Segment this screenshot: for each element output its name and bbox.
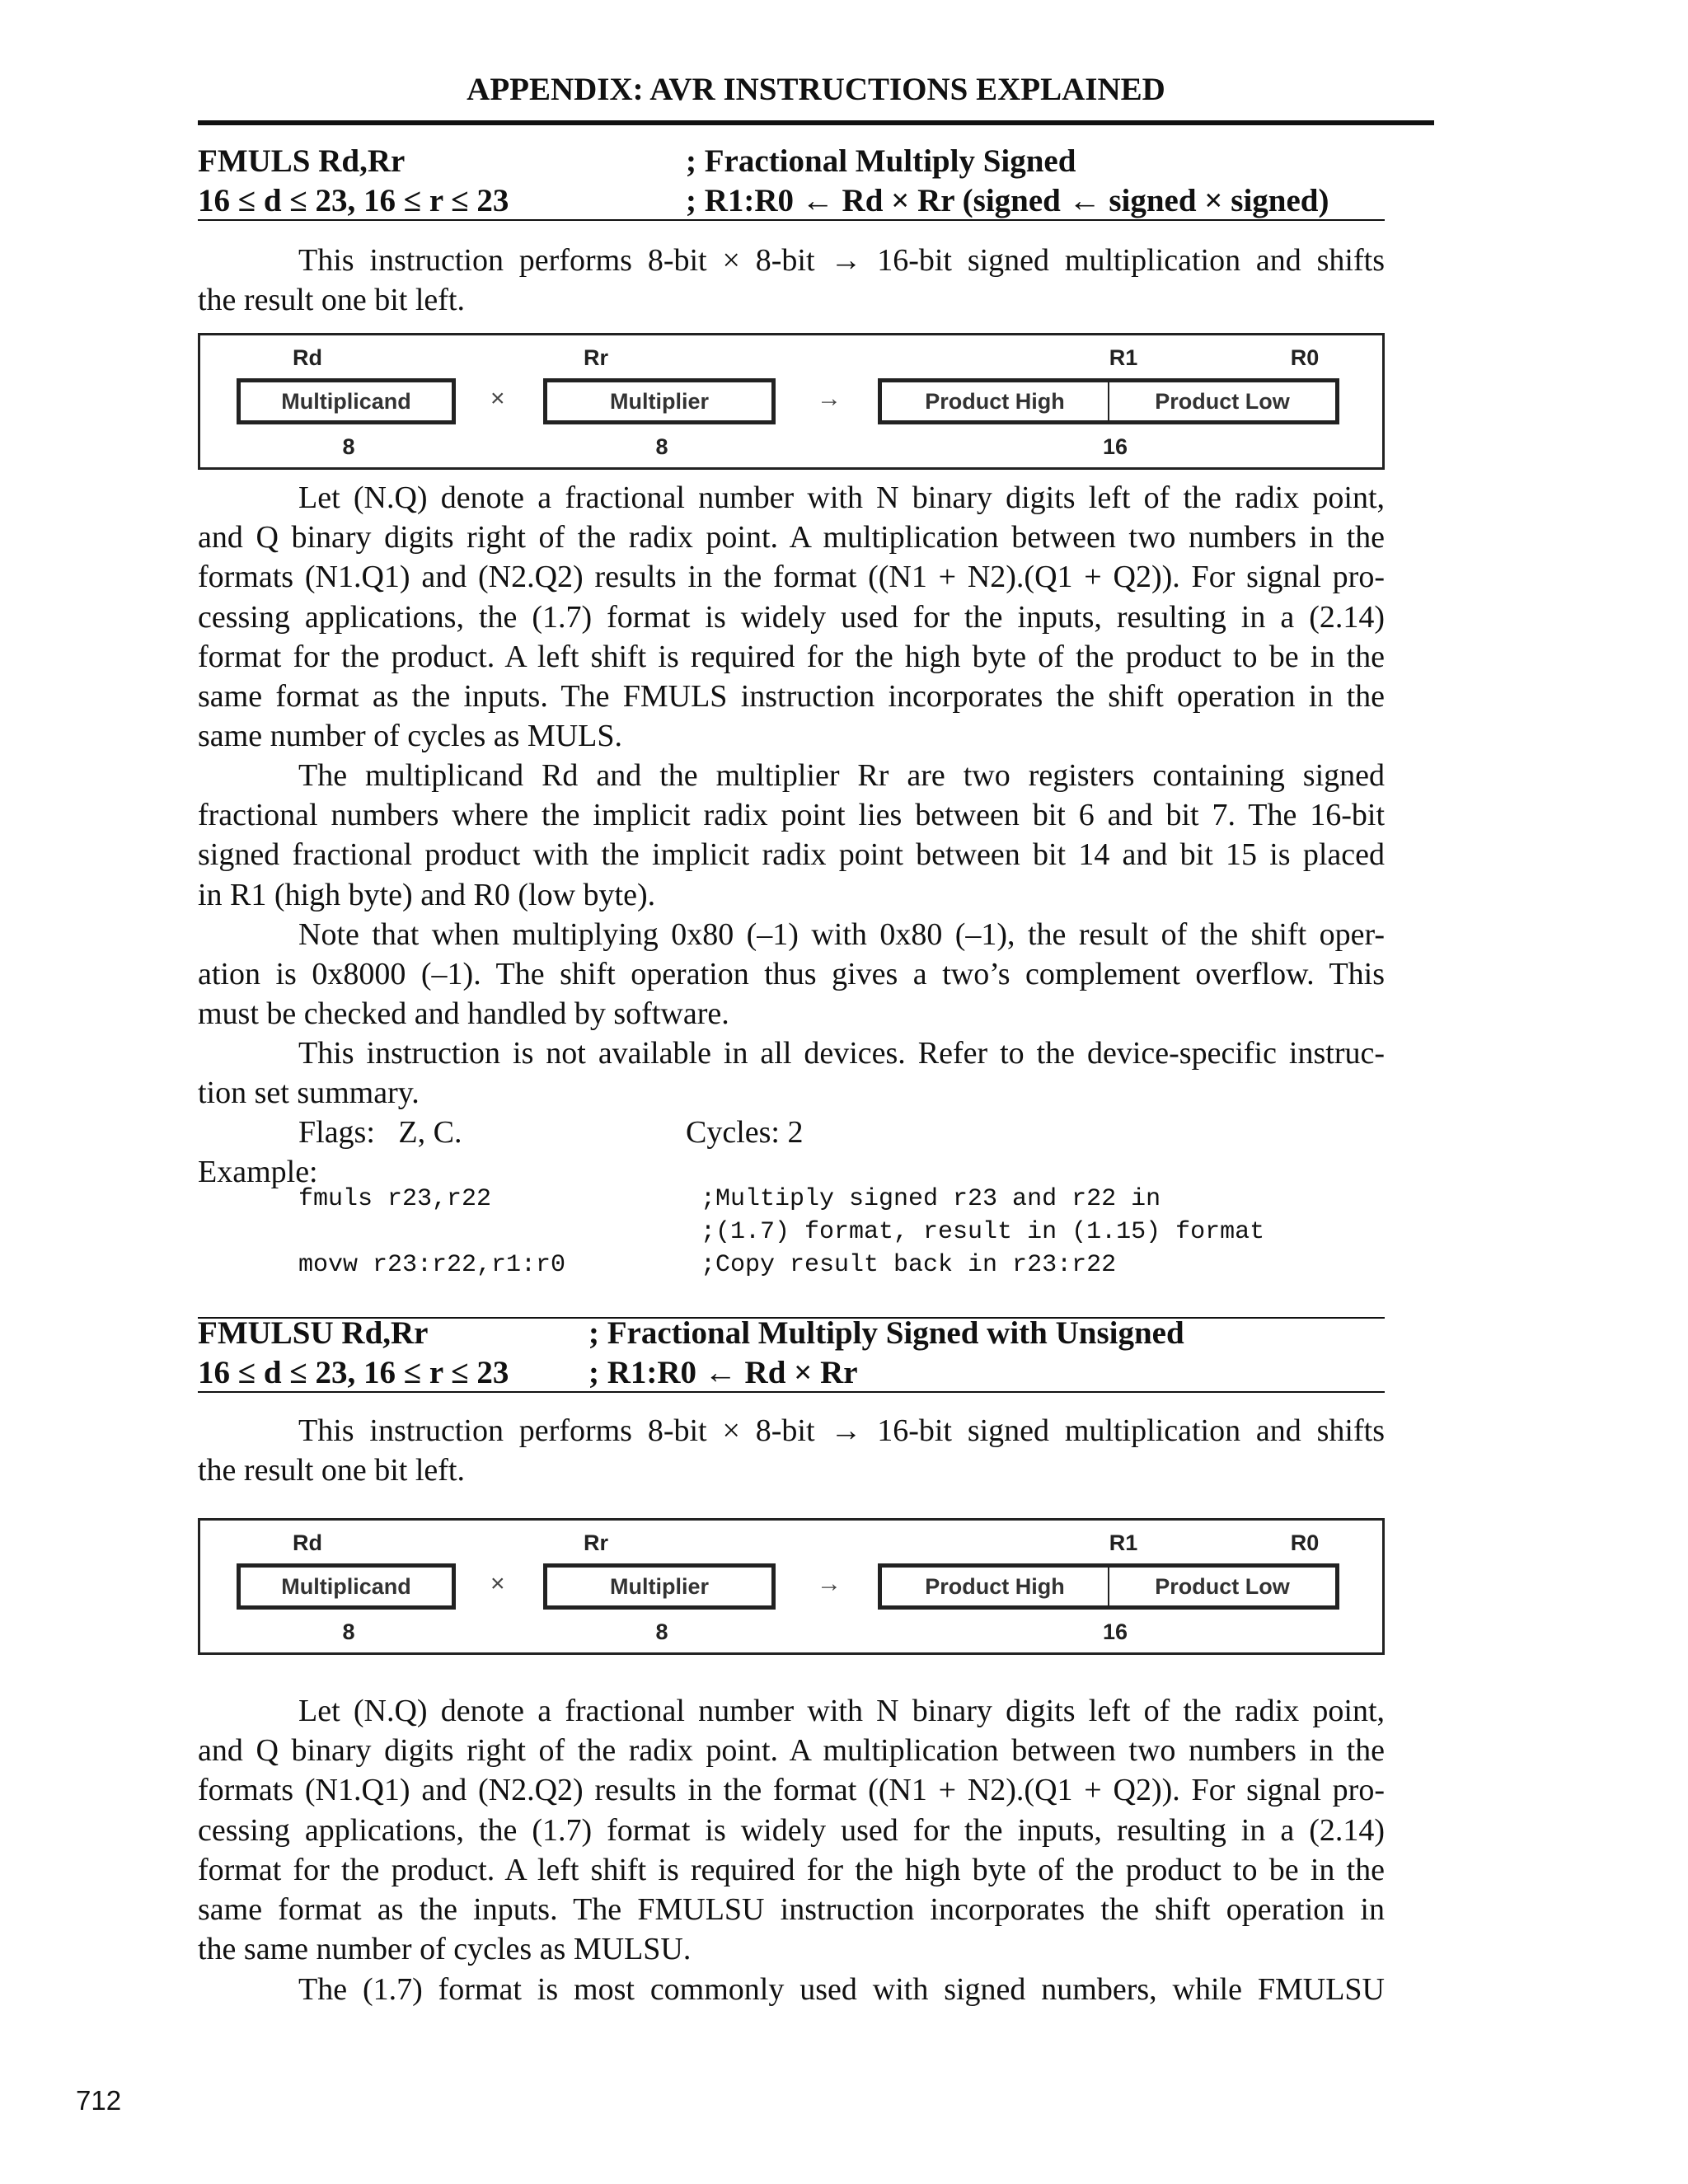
bits-rd: 8 [342, 1619, 355, 1644]
code-line [298, 1216, 1395, 1249]
text-line: same format as the inputs. The FMULSU instruction incorporates the shift operation in [198, 1892, 1385, 1928]
fmulsu-operation: ; R1:R0 ← Rd × Rr [588, 1355, 858, 1390]
fmuls-heading-rule [198, 219, 1385, 221]
fmulsu-heading-rule [198, 1391, 1385, 1393]
text-line: Let (N.Q) denote a fractional number with N binary digits left of the radix point, [298, 1694, 1385, 1728]
rr-label: Rr [583, 1530, 608, 1555]
text-line: cessing applications, the (1.7) format is widely used for the inputs, resulting in a (2.14) [198, 599, 1385, 635]
text-line: ation is 0x8000 (–1). The shift operation thus gives a two’s complement overflow. This [198, 957, 1385, 992]
fmuls-paragraph-4 [198, 1033, 1385, 1113]
text-line: formats (N1.Q1) and (N2.Q2) results in the format ((N1 + N2).(Q1 + Q2)). For signal pro- [198, 1773, 1385, 1808]
fmuls-register-diagram [198, 333, 1385, 470]
bits-rr: 8 [655, 434, 668, 459]
r1-label: R1 [1109, 1530, 1138, 1555]
text-line: The (1.7) format is most commonly used with signed numbers, while FMULSU [298, 1972, 1385, 2007]
fmuls-paragraph-3 [198, 915, 1385, 1034]
example-label: Example: [198, 1155, 318, 1190]
fmuls-paragraph-1 [198, 478, 1385, 756]
rd-label: Rd [293, 1530, 322, 1555]
text-line: and Q binary digits right of the radix point. A multiplication between two numbers in the [198, 520, 1385, 555]
fmulsu-paragraph-1 [198, 1691, 1385, 1969]
text-line: This instruction is not available in all devices. Refer to the device-specific instruc- [298, 1036, 1385, 1071]
running-header: APPENDIX: AVR INSTRUCTIONS EXPLAINED [467, 72, 1165, 107]
text-line: signed fractional product with the implicit radix point between bit 14 and bit 15 is placed [198, 837, 1385, 873]
times-sign: × [490, 1570, 505, 1597]
code-line [298, 1249, 1395, 1282]
fmuls-flags-line [198, 1113, 1385, 1192]
header-rule [198, 120, 1434, 125]
product-low-cell: Product Low [1108, 382, 1335, 420]
text-line: Note that when multiplying 0x80 (–1) with 0x80 (–1), the result of the shift oper- [298, 917, 1385, 952]
multiplier-box: Multiplier [543, 378, 776, 424]
text-line: same format as the inputs. The FMULS instruction incorporates the shift operation in the [198, 679, 1385, 715]
fmulsu-constraints: 16 ≤ d ≤ 23, 16 ≤ r ≤ 23 [198, 1355, 509, 1390]
code-command: movw r23:r22,r1:r0 [298, 1251, 566, 1279]
text-line: the result one bit left. [198, 1453, 465, 1488]
rd-label: Rd [293, 345, 322, 370]
code-comment: ;(1.7) format, result in (1.15) format [701, 1218, 1265, 1246]
page-number: 712 [76, 2085, 122, 2116]
text-line: in R1 (high byte) and R0 (low byte). [198, 877, 656, 912]
fmuls-code-example [298, 1183, 1395, 1282]
text-line: Let (N.Q) denote a fractional number with N binary digits left of the radix point, [298, 480, 1385, 515]
text-line: format for the product. A left shift is required for the high byte of the product to be in the [198, 1852, 1385, 1887]
text-line: formats (N1.Q1) and (N2.Q2) results in the format ((N1 + N2).(Q1 + Q2)). For signal pro- [198, 560, 1385, 595]
multiplicand-box: Multiplicand [237, 1563, 456, 1610]
fmuls-paragraph-2 [198, 756, 1385, 915]
text-line: fractional numbers where the implicit radix point lies between bit 6 and bit 7. The 16-bit [198, 798, 1385, 833]
code-command: fmuls r23,r22 [298, 1185, 492, 1213]
text-line: The multiplicand Rd and the multiplier Rr are two registers containing signed [298, 758, 1385, 793]
code-line [298, 1183, 1395, 1216]
product-high-cell: Product High [925, 1573, 1065, 1599]
fmuls-heading [198, 142, 1385, 221]
text-line: This instruction performs 8-bit × 8-bit → 16-bit signed multiplication and shifts [298, 1413, 1385, 1448]
fmuls-flags: Flags: Z, C. [298, 1115, 462, 1150]
fmulsu-description: ; Fractional Multiply Signed with Unsigned [588, 1315, 1184, 1351]
fmuls-cycles: Cycles: 2 [686, 1115, 804, 1150]
text-line: the result one bit left. [198, 283, 465, 318]
fmuls-operation: ; R1:R0 ← Rd × Rr (signed ← signed × signed) [686, 183, 1329, 218]
arrow-icon: → [817, 385, 842, 412]
r1-label: R1 [1109, 345, 1138, 370]
bits-product: 16 [1102, 1619, 1128, 1644]
fmulsu-paragraph-2 [198, 1970, 1385, 2009]
code-comment: ;Copy result back in r23:r22 [701, 1251, 1117, 1279]
text-line: tion set summary. [198, 1076, 420, 1111]
arrow-icon: → [817, 1570, 842, 1597]
product-high-cell: Product High [925, 388, 1065, 414]
text-line: and Q binary digits right of the radix point. A multiplication between two numbers in the [198, 1733, 1385, 1769]
r0-label: R0 [1290, 345, 1320, 370]
r0-label: R0 [1290, 1530, 1320, 1555]
text-line: same number of cycles as MULS. [198, 719, 622, 754]
times-sign: × [490, 385, 505, 412]
text-line: must be checked and handled by software. [198, 996, 729, 1032]
product-box [878, 1563, 1339, 1610]
fmuls-description: ; Fractional Multiply Signed [686, 143, 1076, 179]
fmulsu-intro [198, 1411, 1385, 1490]
fmuls-syntax: FMULS Rd,Rr [198, 143, 406, 179]
code-command [298, 1216, 701, 1249]
bits-rd: 8 [342, 434, 355, 459]
text-line: the same number of cycles as MULSU. [198, 1932, 692, 1967]
bits-rr: 8 [655, 1619, 668, 1644]
fmuls-intro [198, 241, 1385, 320]
bits-product: 16 [1102, 434, 1128, 459]
text-line: format for the product. A left shift is required for the high byte of the product to be in the [198, 639, 1385, 674]
product-low-cell: Product Low [1108, 1568, 1335, 1605]
fmulsu-syntax: FMULSU Rd,Rr [198, 1315, 429, 1351]
fmuls-constraints: 16 ≤ d ≤ 23, 16 ≤ r ≤ 23 [198, 183, 509, 218]
code-comment: ;Multiply signed r23 and r22 in [701, 1185, 1161, 1213]
product-box [878, 378, 1339, 424]
multiplier-box: Multiplier [543, 1563, 776, 1610]
multiplicand-box: Multiplicand [237, 378, 456, 424]
rr-label: Rr [583, 345, 608, 370]
fmulsu-register-diagram [198, 1518, 1385, 1655]
fmulsu-heading [198, 1314, 1385, 1393]
text-line: This instruction performs 8-bit × 8-bit → 16-bit signed multiplication and shifts [298, 243, 1385, 278]
text-line: cessing applications, the (1.7) format is widely used for the inputs, resulting in a (2.14) [198, 1812, 1385, 1848]
